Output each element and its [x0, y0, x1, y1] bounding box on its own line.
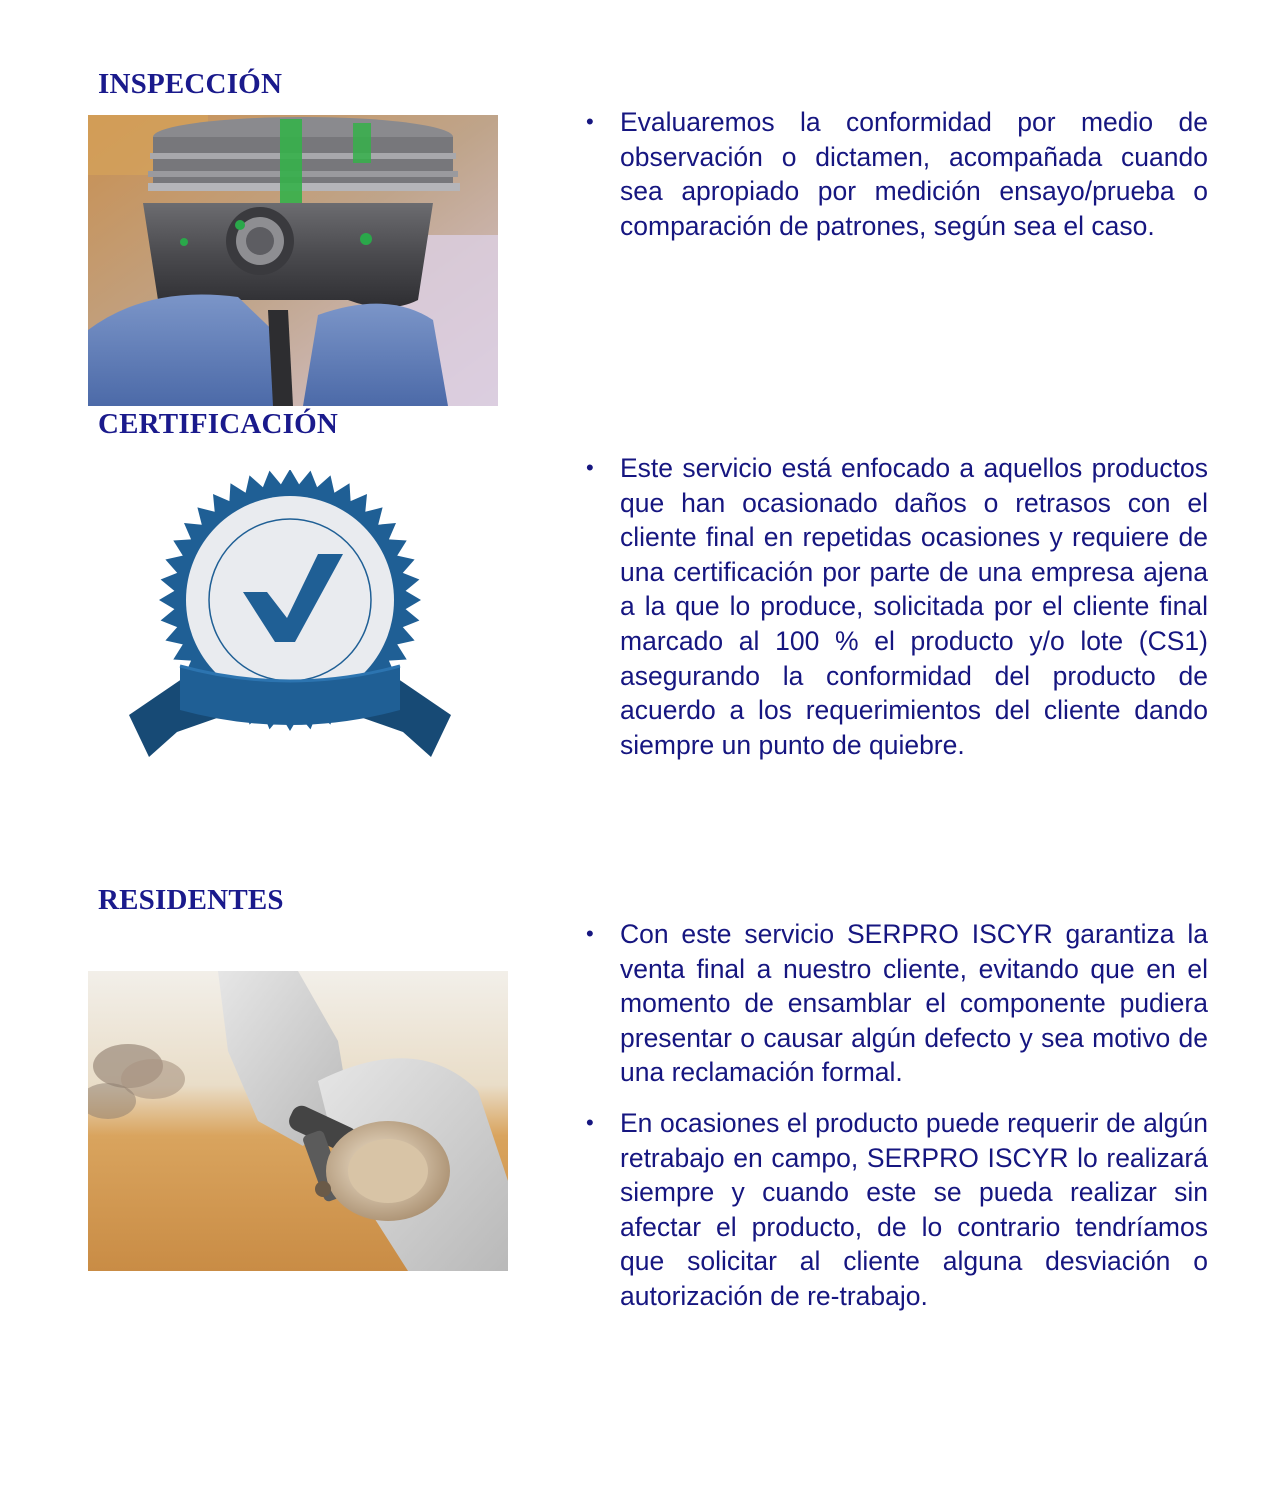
residentes-bullet-list — [586, 917, 1208, 1330]
bullet-icon: • — [586, 921, 594, 946]
list-item: • Este servicio está enfocado a aquellos productos que han ocasionado daños o retrasos con el cliente final en repetidas ocasiones y requiere de una certificación por parte de una empresa ajena a la que lo produce, solicitada por el cliente final marcado al 100 % el producto y/o lote (CS1) asegurando la conformidad del producto de acuerdo a los requerimientos del cliente dando siempre un punto de quiebre. — [586, 453, 1208, 760]
piston-inspection-photo — [88, 115, 498, 406]
list-item: • Con este servicio SERPRO ISCYR garantiza la venta final a nuestro cliente, evitando que en el momento de ensamblar el componente pudiera presentar o causar algún defecto y sea motivo de una reclamación formal. — [586, 919, 1208, 1088]
certification-badge-check-icon — [125, 470, 455, 760]
list-item: • Evaluaremos la conformidad por medio de observación o dictamen, acompañada cuando sea apropiado por medición ensayo/prueba o comparación de patrones, según sea el caso. — [586, 107, 1208, 241]
bullet-icon: • — [586, 455, 594, 480]
bullet-icon: • — [586, 1109, 594, 1135]
list-item: • En ocasiones el producto puede requerir de algún retrabajo en campo, SERPRO ISCYR lo realizará siempre y cuando este se pueda realizar sin afectar el producto, de lo contrario tendríamos que solicitar al cliente alguna desviación o autorización de re-trabajo. — [586, 1107, 1208, 1311]
inspeccion-bullet-list — [586, 105, 1208, 259]
certificacion-bullet-list — [586, 451, 1208, 778]
gloved-hands-part-photo — [88, 971, 508, 1271]
section-heading-certificacion: CERTIFICACIÓN — [98, 408, 339, 440]
bullet-icon: • — [586, 109, 594, 134]
section-heading-inspeccion: INSPECCIÓN — [98, 68, 283, 100]
section-heading-residentes: RESIDENTES — [98, 884, 284, 916]
